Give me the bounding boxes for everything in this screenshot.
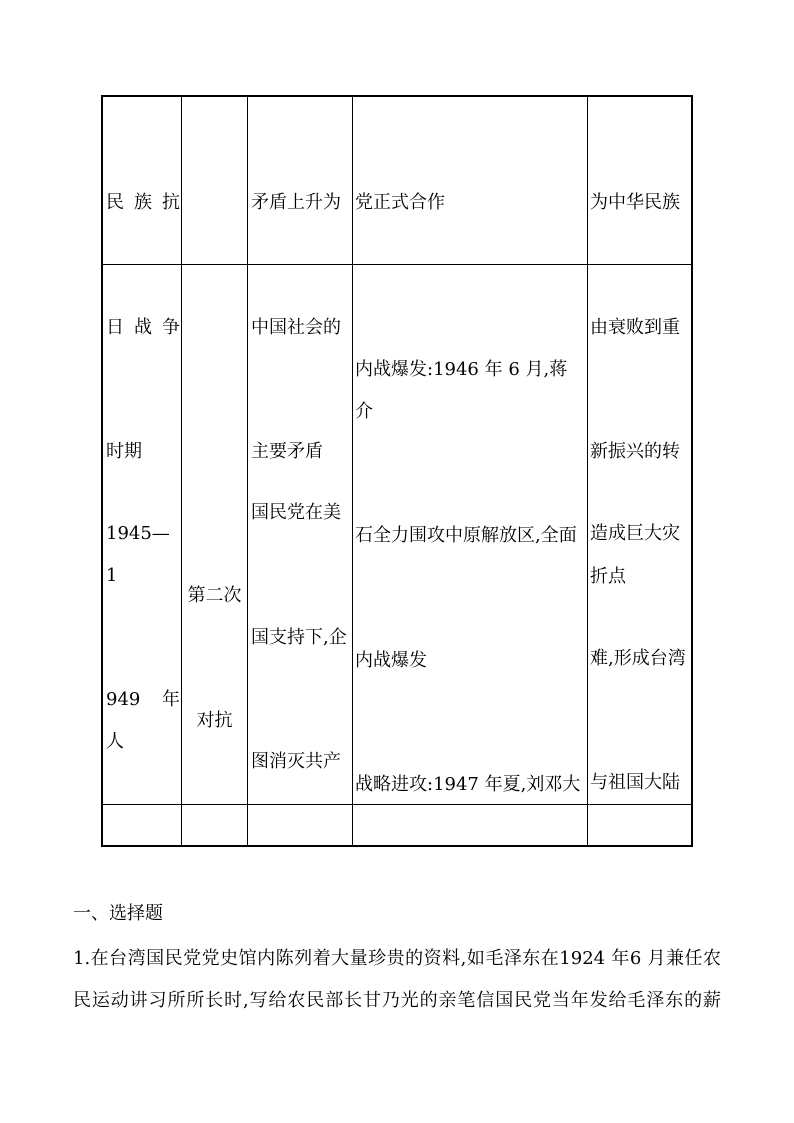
row2-contradiction-cell: [251, 409, 351, 847]
row2-events-line: 石全力围攻中原解放区,全面: [355, 525, 577, 546]
row1-significance-line: 由衰败到重: [590, 316, 680, 338]
row2-events-line: 内战爆发:1946 年 6 月,蒋介: [355, 359, 568, 422]
row1-significance-line: 折点: [590, 565, 626, 587]
row2-events-line: 内战爆发: [355, 649, 427, 671]
row1-period-line: 日 战 争: [106, 316, 180, 338]
row2-contradiction-line: 国民党在美: [251, 502, 341, 523]
row1-contradiction-line: 矛盾上升为: [251, 192, 341, 213]
col-divider-4: [587, 97, 588, 847]
row1-period-line: 民 族 抗: [106, 192, 180, 213]
row2-period-line: 1945—1: [106, 523, 170, 586]
row1-significance-line: 新振兴的转: [590, 441, 680, 462]
row2-significance-line: 与祖国大陆: [590, 772, 680, 793]
question-line: 民运动讲习所所长时,写给农民部长甘乃光的亲笔信国民党当年发给毛泽东的薪: [73, 990, 721, 1011]
row1-significance-line: 为中华民族: [590, 192, 680, 213]
row2-contradiction-line: 图消灭共产: [251, 751, 341, 772]
section-title: 一、选择题: [73, 903, 163, 924]
history-table: [101, 95, 693, 847]
col-divider-2: [247, 97, 248, 847]
row2-significance-line: 难,形成台湾: [590, 647, 686, 669]
question-line: 1.在台湾国民党党史馆内陈列着大量珍贵的资料,如毛泽东在1924 年6 月兼任农: [73, 948, 721, 969]
row2-events-cell: [355, 266, 585, 847]
row2-relation-cell: [183, 492, 246, 824]
row2-period-cell: [106, 430, 180, 847]
row2-contradiction-line: 国支持下,企: [251, 626, 347, 648]
row2-period-line: 949 年人: [106, 689, 180, 752]
row2-events-line: 战略进攻:1947 年夏,刘邓大: [355, 774, 581, 795]
row1-contradiction-line: 主要矛盾: [251, 441, 323, 462]
col-divider-1: [181, 97, 182, 847]
row2-significance-line: 造成巨大灾: [590, 523, 680, 544]
row1-events-line: 党正式合作: [355, 192, 445, 213]
row1-period-line: 时期: [106, 441, 142, 462]
row2-relation-line: 第二次: [187, 585, 242, 606]
row2-period-line: [106, 845, 180, 847]
col-divider-3: [352, 97, 353, 847]
question-paragraph: [73, 938, 721, 1022]
row2-relation-line: 对抗: [196, 709, 233, 731]
row2-significance-cell: [590, 430, 693, 847]
row1-contradiction-line: 中国社会的: [251, 316, 341, 338]
